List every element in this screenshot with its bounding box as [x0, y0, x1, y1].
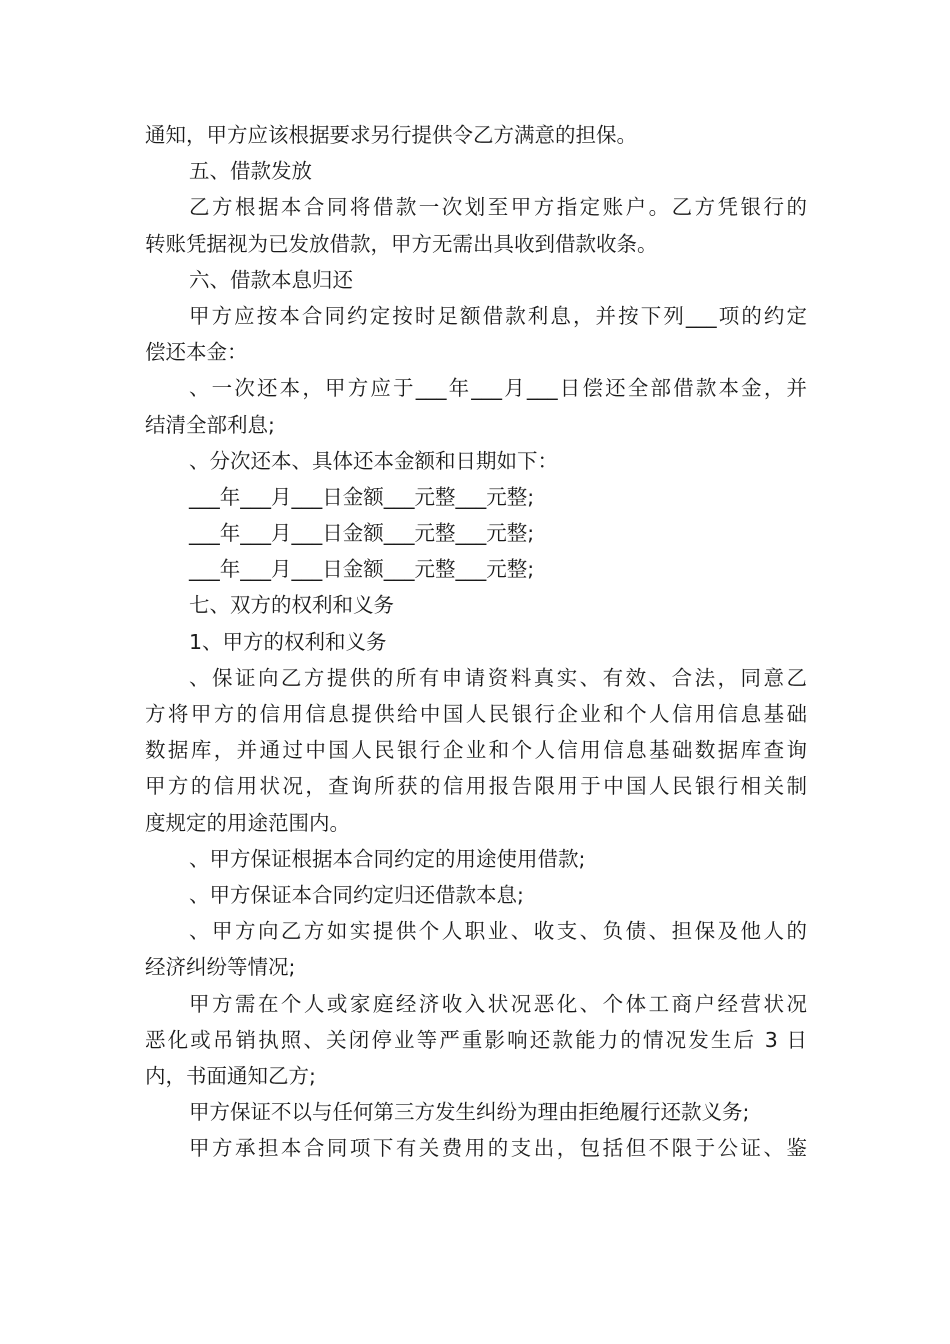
text-line: 六、借款本息归还: [189, 267, 353, 292]
text-line: 、甲方保证本合同约定归还借款本息;: [189, 882, 524, 907]
text-line: 甲方应按本合同约定按时足额借款利息，并按下列___项的约定: [189, 303, 807, 328]
text-line: 七、双方的权利和义务: [189, 593, 394, 618]
text-line: 转账凭据视为已发放借款，甲方无需出具收到借款收条。: [145, 231, 658, 256]
text-line: ___年___月___日金额___元整___元整;: [189, 521, 535, 546]
text-line: 恶化或吊销执照、关闭停业等严重影响还款能力的情况发生后 3 日: [145, 1027, 807, 1052]
text-line: 1、甲方的权利和义务: [189, 629, 387, 654]
text-line: ___年___月___日金额___元整___元整;: [189, 484, 535, 509]
text-line: 、甲方向乙方如实提供个人职业、收支、负债、担保及他人的: [189, 919, 807, 944]
text-line: 偿还本金：: [145, 340, 248, 365]
text-line: 内，书面通知乙方;: [145, 1063, 316, 1088]
document-body: [145, 117, 807, 1166]
text-line: 甲方保证不以与任何第三方发生纠纷为理由拒绝履行还款义务;: [189, 1100, 750, 1125]
text-line: 通知，甲方应该根据要求另行提供令乙方满意的担保。: [145, 123, 637, 147]
text-line: 、甲方保证根据本合同约定的用途使用借款;: [189, 846, 586, 871]
text-line: 、分次还本、具体还本金额和日期如下：: [189, 448, 558, 473]
text-line: 甲方的信用状况，查询所获的信用报告限用于中国人民银行相关制: [145, 774, 807, 799]
text-line: 经济纠纷等情况;: [145, 955, 296, 980]
text-line: 、一次还本，甲方应于___年___月___日偿还全部借款本金，并: [189, 376, 807, 401]
text-line: 结清全部利息;: [145, 412, 275, 437]
text-line: 甲方需在个人或家庭经济收入状况恶化、个体工商户经营状况: [189, 991, 807, 1016]
text-line: 度规定的用途范围内。: [145, 810, 350, 835]
text-line: 、保证向乙方提供的所有申请资料真实、有效、合法，同意乙: [189, 665, 807, 690]
text-line: 乙方根据本合同将借款一次划至甲方指定账户。乙方凭银行的: [189, 195, 807, 220]
text-line: 五、借款发放: [189, 159, 312, 184]
text-line: 甲方承担本合同项下有关费用的支出，包括但不限于公证、鉴: [189, 1136, 807, 1161]
text-line: 数据库，并通过中国人民银行企业和个人信用信息基础数据库查询: [145, 738, 807, 763]
text-line: 方将甲方的信用信息提供给中国人民银行企业和个人信用信息基础: [145, 702, 807, 726]
text-line: ___年___月___日金额___元整___元整;: [189, 557, 535, 582]
